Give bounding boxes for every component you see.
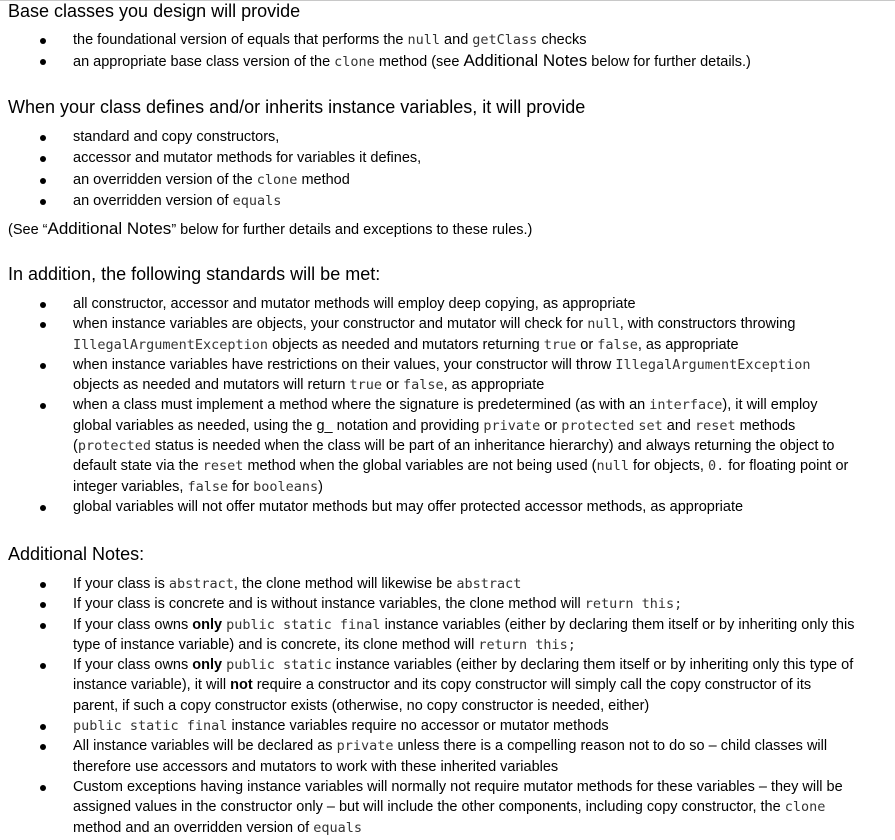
bullet-icon <box>40 623 46 629</box>
bullet-icon <box>40 156 46 162</box>
bullet-icon <box>40 322 46 328</box>
additional-notes-reference: (See “Additional Notes” below for further details and exceptions to these rules.) <box>8 219 533 238</box>
list-item: when a class must implement a method where the signature is predetermined (as with an interface), it will employ global variables as needed, using the g_ notation and providing private or protected set and reset methods (protected status is needed when the class will be part of an inheritance hierarchy) and always returning the object to default state via the reset method when the global variables are not being used (null for objects, 0. for floating point or integer variables, false for booleans) <box>0 395 895 496</box>
list-item: If your class is abstract, the clone method will likewise be abstract <box>0 574 895 594</box>
section-heading-base-classes: Base classes you design will provide <box>8 1 301 21</box>
bullet-icon <box>40 38 46 44</box>
bullet-icon <box>40 724 46 730</box>
list-item: an appropriate base class version of the clone method (see Additional Notes below for further details.) <box>0 51 895 72</box>
list-item: the foundational version of equals that performs the null and getClass checks <box>0 30 895 50</box>
base-classes-list <box>0 30 895 73</box>
bullet-icon <box>40 663 46 669</box>
list-item: Custom exceptions having instance variables will normally not require mutator methods for these variables – they will be assigned values in the constructor only – but will include the other components, including copy constructor, the clone method and an overridden version of equals <box>0 777 895 838</box>
list-item: If your class owns only public static final instance variables (either by declaring them itself or by inheriting only this type of instance variable) and is concrete, its clone method will return this; <box>0 615 895 656</box>
list-item: an overridden version of equals <box>0 191 895 211</box>
list-item: all constructor, accessor and mutator methods will employ deep copying, as appropriate <box>0 294 895 314</box>
bullet-icon <box>40 403 46 409</box>
instance-variables-list <box>0 127 895 211</box>
bullet-icon <box>40 135 46 141</box>
list-item: standard and copy constructors, <box>0 127 895 147</box>
additional-notes-list <box>0 574 895 838</box>
bullet-icon <box>40 505 46 511</box>
section-heading-standards: In addition, the following standards will be met: <box>8 264 381 284</box>
bullet-icon <box>40 178 46 184</box>
section-heading-instance-variables: When your class defines and/or inherits instance variables, it will provide <box>8 97 586 117</box>
list-item: when instance variables are objects, your constructor and mutator will check for null, with constructors throwing IllegalArgumentException objects as needed and mutators returning true or false, as appropriate <box>0 314 895 355</box>
bullet-icon <box>40 602 46 608</box>
list-item: when instance variables have restrictions on their values, your constructor will throw IllegalArgumentException objects as needed and mutators will return true or false, as appropriate <box>0 355 895 396</box>
bullet-icon <box>40 59 46 65</box>
list-item: global variables will not offer mutator methods but may offer protected accessor methods, as appropriate <box>0 497 895 517</box>
standards-list <box>0 294 895 517</box>
list-item: If your class is concrete and is without instance variables, the clone method will return this; <box>0 594 895 614</box>
bullet-icon <box>40 744 46 750</box>
bullet-icon <box>40 785 46 791</box>
bullet-icon <box>40 582 46 588</box>
bullet-icon <box>40 363 46 369</box>
section-heading-additional-notes: Additional Notes: <box>8 544 145 564</box>
bullet-icon <box>40 199 46 205</box>
list-item: public static final instance variables require no accessor or mutator methods <box>0 716 895 736</box>
list-item: All instance variables will be declared as private unless there is a compelling reason not to do so – child classes will therefore use accessors and mutators to work with these inherited variables <box>0 736 895 777</box>
bullet-icon <box>40 302 46 308</box>
list-item: an overridden version of the clone method <box>0 170 895 190</box>
list-item: If your class owns only public static instance variables (either by declaring them itself or by inheriting only this type of instance variable), it will not require a constructor and its copy constructor will simply call the copy constructor of its parent, if such a copy constructor exists (otherwise, no copy constructor is needed, either) <box>0 655 895 716</box>
list-item: accessor and mutator methods for variables it defines, <box>0 148 895 168</box>
